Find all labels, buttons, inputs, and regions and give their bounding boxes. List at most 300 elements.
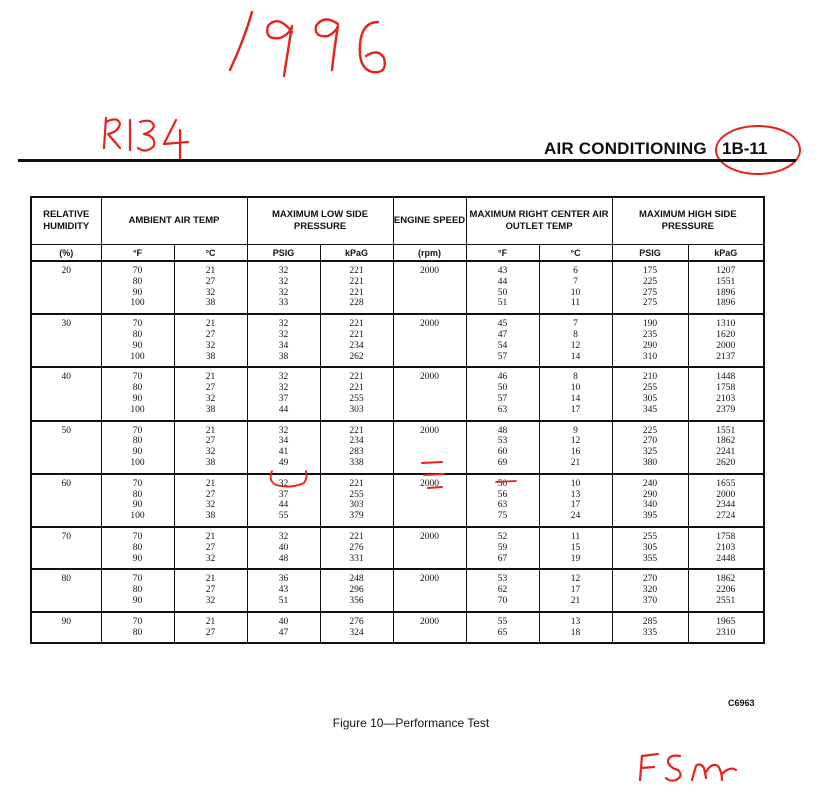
cell-value: 276 [349,542,364,553]
cell-value: 90 [132,287,143,298]
humidity-cell [31,474,101,527]
cell-value: 27 [205,585,216,596]
cell-value: 67 [497,553,508,564]
cell-value: 70 [132,616,143,627]
cell-value: 70 [132,425,143,436]
cell-value: 221 [349,329,364,340]
cell-value: 1758 [716,531,736,542]
cell-value: 2551 [716,595,736,606]
cell-value: 40 [278,542,289,553]
cell-value: 21 [205,574,216,585]
unit-rpm: (rpm) [393,245,466,262]
cell-value: 2000 [420,478,440,489]
cell-value: 32 [278,531,289,542]
high-kpag-cell [688,527,764,569]
cell-value: 221 [349,287,364,298]
cell-value: 12 [570,574,581,585]
ambient-c-cell [174,474,247,527]
ambient-c-cell [174,367,247,420]
cell-value: 70 [132,266,143,276]
col-header-ambient-temp: AMBIENT AIR TEMP [101,197,247,245]
cell-value: 80 [132,585,143,596]
col-header-high-side-pressure: MAXIMUM HIGH SIDE PRESSURE [612,197,764,245]
low-kpag-cell [320,527,393,569]
cell-value: 32 [278,329,289,340]
cell-value: 90 [132,447,143,458]
high-kpag-cell [688,421,764,474]
cell-value: 21 [570,457,581,468]
unit-celsius: °C [174,245,247,262]
unit-psig: PSIG [612,245,688,262]
col-header-engine-speed: ENGINE SPEED [393,197,466,245]
cell-value: 270 [642,574,658,585]
cell-value: 221 [349,478,364,489]
cell-value: 27 [205,542,216,553]
header-rule [18,159,796,162]
cell-value: 62 [497,585,508,596]
unit-fahrenheit: °F [101,245,174,262]
cell-value: 15 [570,542,581,553]
cell-value: 43 [497,266,508,276]
cell-value: 63 [497,500,508,511]
high-psig-cell [612,261,688,314]
low-kpag-cell [320,367,393,420]
low-psig-cell [247,314,320,367]
cell-value: 46 [497,372,508,383]
cell-value: 32 [205,595,216,606]
humidity-cell [31,314,101,367]
ambient-c-cell [174,527,247,569]
low-psig-cell [247,367,320,420]
outlet-c-cell [539,367,612,420]
cell-value: 338 [349,457,364,468]
cell-value: 63 [497,404,508,415]
table-row [31,367,764,420]
cell-value: 53 [497,574,508,585]
cell-value: 1655 [716,478,736,489]
cell-value: 2000 [420,425,440,436]
cell-value: 70 [132,574,143,585]
cell-value: 234 [349,340,364,351]
cell-value: 2000 [420,616,440,627]
cell-value: 305 [642,542,658,553]
cell-value: 38 [205,404,216,415]
cell-value: 379 [349,511,364,522]
unit-psig: PSIG [247,245,320,262]
cell-value: 41 [278,447,289,458]
cell-value: 175 [642,266,658,276]
cell-value: 270 [642,436,658,447]
cell-value: 2137 [716,351,736,362]
cell-value: 240 [642,478,658,489]
ambient-c-cell [174,314,247,367]
outlet-f-cell [466,612,539,644]
cell-value: 275 [642,287,658,298]
cell-value: 24 [570,511,581,522]
cell-value: 17 [570,585,581,596]
cell-value: 50 [497,287,508,298]
cell-value: 10 [570,383,581,394]
cell-value: 17 [570,500,581,511]
ambient-f-cell [101,527,174,569]
cell-value: 50 [61,425,71,436]
high-kpag-cell [688,612,764,644]
cell-value: 100 [130,351,145,362]
cell-value: 380 [642,457,658,468]
col-header-low-side-pressure: MAXIMUM LOW SIDE PRESSURE [247,197,393,245]
cell-value: 16 [570,447,581,458]
cell-value: 32 [205,447,216,458]
cell-value: 1862 [716,436,736,447]
handwritten-psig-circle [266,465,312,491]
page-section-number: 1B-11 [722,139,768,158]
cell-value: 2000 [420,531,440,542]
cell-value: 100 [130,404,145,415]
cell-value: 10 [570,287,581,298]
ambient-f-cell [101,421,174,474]
outlet-c-cell [539,569,612,611]
cell-value: 2379 [716,404,736,415]
cell-value: 40 [61,372,71,383]
cell-value: 221 [349,372,364,383]
cell-value: 19 [570,553,581,564]
high-psig-cell [612,367,688,420]
cell-value: 9 [573,425,578,436]
cell-value: 275 [642,298,658,309]
outlet-c-cell [539,474,612,527]
ambient-c-cell [174,612,247,644]
cell-value: 262 [349,351,364,362]
cell-value: 283 [349,447,364,458]
ambient-c-cell [174,421,247,474]
cell-value: 51 [497,298,508,309]
cell-value: 8 [573,372,578,383]
cell-value: 1896 [716,287,736,298]
low-kpag-cell [320,261,393,314]
humidity-cell [31,612,101,644]
cell-value: 57 [497,351,508,362]
ambient-f-cell [101,367,174,420]
cell-value: 70 [132,319,143,330]
cell-value: 2448 [716,553,736,564]
cell-value: 1758 [716,383,736,394]
cell-value: 44 [497,276,508,287]
cell-value: 255 [642,531,658,542]
cell-value: 100 [130,298,145,309]
cell-value: 21 [205,372,216,383]
outlet-c-cell [539,314,612,367]
cell-value: 2206 [716,585,736,596]
cell-value: 221 [349,266,364,276]
cell-value: 290 [642,340,658,351]
cell-value: 32 [278,372,289,383]
cell-value: 305 [642,393,658,404]
cell-value: 47 [497,329,508,340]
cell-value: 38 [205,351,216,362]
cell-value: 27 [205,276,216,287]
cell-value: 1551 [716,425,736,436]
high-psig-cell [612,527,688,569]
cell-value: 27 [205,436,216,447]
cell-value: 356 [349,595,364,606]
cell-value: 90 [132,393,143,404]
cell-value: 1862 [716,574,736,585]
page-header-title: AIR CONDITIONING [544,139,707,158]
cell-value: 51 [278,595,289,606]
outlet-c-cell [539,612,612,644]
high-kpag-cell [688,261,764,314]
cell-value: 2103 [716,393,736,404]
cell-value: 40 [278,616,289,627]
cell-value: 60 [497,447,508,458]
cell-value: 80 [132,276,143,287]
cell-value: 221 [349,276,364,287]
cell-value: 21 [205,319,216,330]
cell-value: 17 [570,404,581,415]
col-header-outlet-temp: MAXIMUM RIGHT CENTER AIR OUTLET TEMP [466,197,612,245]
cell-value: 70 [132,372,143,383]
cell-value: 395 [642,511,658,522]
cell-value: 44 [278,404,289,415]
figure-code: C6963 [728,698,755,708]
cell-value: 80 [61,574,71,585]
cell-value: 32 [205,393,216,404]
high-kpag-cell [688,474,764,527]
rpm-cell [393,367,466,420]
cell-value: 14 [570,393,581,404]
high-psig-cell [612,421,688,474]
cell-value: 11 [570,531,581,542]
humidity-cell [31,261,101,314]
cell-value: 225 [642,425,658,436]
cell-value: 18 [570,627,581,638]
cell-value: 1896 [716,298,736,309]
cell-value: 248 [349,574,364,585]
cell-value: 324 [349,627,364,638]
cell-value: 100 [130,457,145,468]
cell-value: 55 [497,616,508,627]
cell-value: 8 [573,329,578,340]
cell-value: 1551 [716,276,736,287]
cell-value: 65 [497,627,508,638]
table-row [31,527,764,569]
cell-value: 70 [132,478,143,489]
cell-value: 276 [349,616,364,627]
cell-value: 1448 [716,372,736,383]
cell-value: 21 [205,425,216,436]
cell-value: 310 [642,351,658,362]
outlet-f-cell [466,421,539,474]
cell-value: 2620 [716,457,736,468]
low-kpag-cell [320,612,393,644]
unit-kpag: kPaG [688,245,764,262]
table-row [31,612,764,644]
cell-value: 38 [278,351,289,362]
unit-celsius: °C [539,245,612,262]
cell-value: 50 [497,478,508,489]
cell-value: 13 [570,489,581,500]
cell-value: 38 [205,511,216,522]
cell-value: 221 [349,383,364,394]
humidity-cell [31,527,101,569]
humidity-cell [31,421,101,474]
cell-value: 32 [205,553,216,564]
cell-value: 44 [278,500,289,511]
cell-value: 70 [132,531,143,542]
outlet-f-cell [466,314,539,367]
cell-value: 12 [570,436,581,447]
cell-value: 12 [570,340,581,351]
table-row [31,314,764,367]
high-psig-cell [612,314,688,367]
high-psig-cell [612,474,688,527]
cell-value: 290 [642,489,658,500]
cell-value: 56 [497,489,508,500]
cell-value: 32 [205,287,216,298]
ambient-f-cell [101,612,174,644]
cell-value: 57 [497,393,508,404]
cell-value: 32 [278,287,289,298]
cell-value: 90 [132,553,143,564]
cell-value: 303 [349,500,364,511]
cell-value: 285 [642,616,658,627]
cell-value: 48 [497,425,508,436]
outlet-f-cell [466,261,539,314]
cell-value: 225 [642,276,658,287]
cell-value: 1310 [716,319,736,330]
low-kpag-cell [320,314,393,367]
table-row [31,474,764,527]
cell-value: 320 [642,585,658,596]
cell-value: 37 [278,489,289,500]
cell-value: 80 [132,489,143,500]
cell-value: 100 [130,511,145,522]
cell-value: 7 [573,319,578,330]
cell-value: 228 [349,298,364,309]
high-psig-cell [612,569,688,611]
outlet-f-cell [466,527,539,569]
cell-value: 32 [278,425,289,436]
cell-value: 90 [132,500,143,511]
rpm-cell [393,612,466,644]
cell-value: 53 [497,436,508,447]
low-kpag-cell [320,421,393,474]
cell-value: 36 [278,574,289,585]
cell-value: 221 [349,425,364,436]
table-row [31,569,764,611]
cell-value: 32 [278,276,289,287]
cell-value: 20 [61,266,71,276]
cell-value: 59 [497,542,508,553]
cell-value: 38 [205,298,216,309]
cell-value: 234 [349,436,364,447]
cell-value: 38 [205,457,216,468]
cell-value: 27 [205,489,216,500]
cell-value: 335 [642,627,658,638]
outlet-c-cell [539,527,612,569]
outlet-f-cell [466,367,539,420]
low-kpag-cell [320,474,393,527]
low-psig-cell [247,527,320,569]
cell-value: 34 [278,436,289,447]
high-kpag-cell [688,314,764,367]
humidity-cell [31,367,101,420]
cell-value: 355 [642,553,658,564]
cell-value: 11 [570,298,581,309]
humidity-cell [31,569,101,611]
low-kpag-cell [320,569,393,611]
ambient-f-cell [101,569,174,611]
cell-value: 331 [349,553,364,564]
low-psig-cell [247,612,320,644]
cell-value: 1965 [716,616,736,627]
cell-value: 13 [570,616,581,627]
cell-value: 1207 [716,266,736,276]
col-header-humidity: RELATIVE HUMIDITY [31,197,101,245]
cell-value: 27 [205,329,216,340]
cell-value: 32 [278,266,289,276]
cell-value: 32 [278,478,289,489]
table-row [31,421,764,474]
cell-value: 2103 [716,542,736,553]
cell-value: 37 [278,393,289,404]
high-kpag-cell [688,367,764,420]
cell-value: 2724 [716,511,736,522]
cell-value: 50 [497,383,508,394]
ambient-c-cell [174,569,247,611]
cell-value: 75 [497,511,508,522]
cell-value: 32 [205,340,216,351]
unit-fahrenheit: °F [466,245,539,262]
cell-value: 370 [642,595,658,606]
cell-value: 210 [642,372,658,383]
cell-value: 33 [278,298,289,309]
cell-value: 60 [61,478,71,489]
figure-caption: Figure 10—Performance Test [332,716,490,730]
rpm-cell [393,569,466,611]
cell-value: 345 [642,404,658,415]
cell-value: 27 [205,627,216,638]
cell-value: 90 [132,595,143,606]
cell-value: 80 [132,383,143,394]
cell-value: 32 [205,500,216,511]
cell-value: 6 [573,266,578,276]
cell-value: 32 [278,319,289,330]
rpm-cell [393,261,466,314]
rpm-cell [393,314,466,367]
unit-kpag: kPaG [320,245,393,262]
cell-value: 80 [132,329,143,340]
cell-value: 221 [349,531,364,542]
cell-value: 1620 [716,329,736,340]
cell-value: 190 [642,319,658,330]
cell-value: 340 [642,500,658,511]
cell-value: 21 [205,266,216,276]
cell-value: 2000 [420,266,440,276]
cell-value: 48 [278,553,289,564]
cell-value: 55 [278,511,289,522]
cell-value: 27 [205,383,216,394]
cell-value: 21 [205,478,216,489]
high-psig-cell [612,612,688,644]
handwritten-equals-marks [418,455,452,495]
ambient-f-cell [101,474,174,527]
cell-value: 80 [132,542,143,553]
cell-value: 221 [349,319,364,330]
cell-value: 2000 [420,372,440,383]
cell-value: 90 [61,616,71,627]
cell-value: 45 [497,319,508,330]
